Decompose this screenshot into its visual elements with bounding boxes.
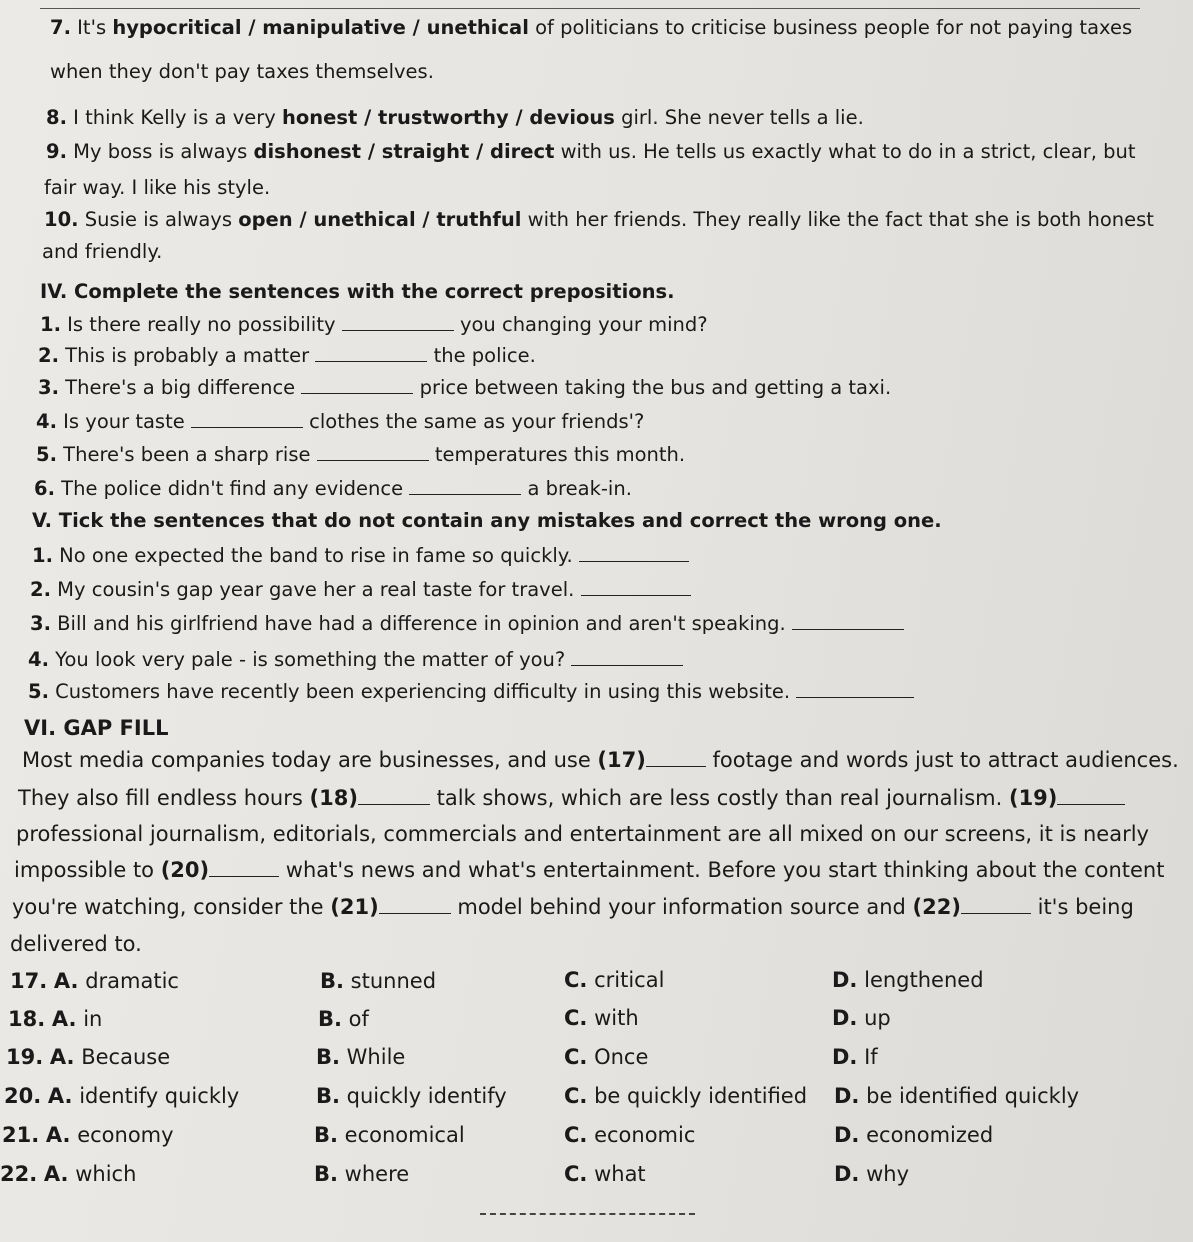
option-d[interactable]: D. be identified quickly bbox=[834, 1084, 1080, 1108]
answer-blank[interactable] bbox=[571, 649, 683, 666]
answer-blank[interactable] bbox=[409, 478, 521, 495]
gap-line-4: impossible to (20) what's news and what's entertainment. Before you start thinking about the content bbox=[14, 858, 1165, 882]
option-b[interactable]: B. where bbox=[314, 1162, 410, 1186]
prep-item-3: 3. There's a big difference price between taking the bus and getting a taxi. bbox=[38, 376, 892, 399]
item-10-cont: and friendly. bbox=[42, 240, 163, 263]
option-c[interactable]: C. what bbox=[564, 1162, 646, 1186]
item-7-cont: when they don't pay taxes themselves. bbox=[50, 60, 434, 83]
option-d[interactable]: D. why bbox=[834, 1162, 910, 1186]
option-d[interactable]: D. lengthened bbox=[832, 968, 984, 992]
answer-blank[interactable] bbox=[315, 345, 427, 362]
answer-blank[interactable] bbox=[796, 681, 914, 698]
option-d[interactable]: D. If bbox=[832, 1045, 878, 1069]
item-7: 7. It's hypocritical / manipulative / unethical of politicians to criticise business people for not paying taxes bbox=[50, 16, 1133, 39]
answer-blank[interactable] bbox=[792, 613, 904, 630]
option-a[interactable]: 19. A. Because bbox=[6, 1045, 171, 1069]
option-b[interactable]: B. quickly identify bbox=[316, 1084, 507, 1108]
item-9: 9. My boss is always dishonest / straight / direct with us. He tells us exactly what to do in a strict, clear, but bbox=[46, 140, 1136, 163]
tick-item-1: 1. No one expected the band to rise in fame so quickly. bbox=[32, 544, 689, 568]
option-c[interactable]: C. economic bbox=[564, 1123, 696, 1147]
gap-line-1: Most media companies today are businesses, and use (17) footage and words just to attract audiences. bbox=[22, 748, 1179, 772]
gap-blank-17[interactable] bbox=[646, 750, 706, 767]
item-8: 8. I think Kelly is a very honest / trustworthy / devious girl. She never tells a lie. bbox=[46, 106, 864, 129]
prep-item-2: 2. This is probably a matter the police. bbox=[38, 344, 536, 367]
gap-blank-22[interactable] bbox=[961, 897, 1031, 914]
gap-blank-19[interactable] bbox=[1057, 788, 1125, 805]
item-10: 10. Susie is always open / unethical / truthful with her friends. They really like the fact that she is both honest bbox=[44, 208, 1154, 231]
option-a[interactable]: 21. A. economy bbox=[2, 1123, 174, 1147]
bottom-dashed-rule bbox=[480, 1213, 695, 1215]
answer-blank[interactable] bbox=[579, 545, 689, 562]
option-c[interactable]: C. critical bbox=[564, 968, 665, 992]
prep-item-5: 5. There's been a sharp rise temperatures this month. bbox=[36, 443, 686, 466]
top-rule bbox=[40, 8, 1140, 9]
item-9-cont: fair way. I like his style. bbox=[44, 176, 271, 199]
option-d[interactable]: D. up bbox=[832, 1006, 891, 1030]
gap-line-6: delivered to. bbox=[10, 932, 142, 956]
section-4-heading: IV. Complete the sentences with the correct prepositions. bbox=[40, 280, 675, 303]
option-b[interactable]: B. of bbox=[318, 1007, 369, 1031]
option-b[interactable]: B. stunned bbox=[320, 969, 437, 993]
answer-blank[interactable] bbox=[581, 579, 691, 596]
option-c[interactable]: C. be quickly identified bbox=[564, 1084, 808, 1108]
option-a[interactable]: 17. A. dramatic bbox=[10, 969, 179, 993]
answer-blank[interactable] bbox=[317, 444, 429, 461]
option-b[interactable]: B. While bbox=[316, 1045, 406, 1069]
gap-blank-20[interactable] bbox=[209, 860, 279, 877]
prep-item-1: 1. Is there really no possibility you changing your mind? bbox=[40, 313, 708, 336]
option-a[interactable]: 20. A. identify quickly bbox=[4, 1084, 240, 1108]
option-c[interactable]: C. Once bbox=[564, 1045, 649, 1069]
gap-line-5: you're watching, consider the (21) model behind your information source and (22) it's being bbox=[12, 895, 1134, 919]
answer-blank[interactable] bbox=[191, 411, 303, 428]
gap-blank-18[interactable] bbox=[358, 788, 430, 805]
option-b[interactable]: B. economical bbox=[314, 1123, 465, 1147]
tick-item-3: 3. Bill and his girlfriend have had a difference in opinion and aren't speaking. bbox=[30, 612, 904, 636]
section-5-heading: V. Tick the sentences that do not contain any mistakes and correct the wrong one. bbox=[32, 509, 942, 532]
gap-blank-21[interactable] bbox=[379, 897, 451, 914]
tick-item-5: 5. Customers have recently been experiencing difficulty in using this website. bbox=[28, 680, 914, 704]
gap-line-3: professional journalism, editorials, commercials and entertainment are all mixed on our screens, it is nearly bbox=[16, 822, 1149, 846]
answer-blank[interactable] bbox=[301, 377, 413, 394]
gap-line-2: They also fill endless hours (18) talk shows, which are less costly than real journalism. (19) bbox=[18, 786, 1125, 810]
answer-blank[interactable] bbox=[342, 314, 454, 331]
prep-item-6: 6. The police didn't find any evidence a break-in. bbox=[34, 477, 632, 500]
option-d[interactable]: D. economized bbox=[834, 1123, 994, 1147]
section-6-heading: VI. GAP FILL bbox=[24, 716, 169, 740]
option-a[interactable]: 22. A. which bbox=[0, 1162, 137, 1186]
tick-item-4: 4. You look very pale - is something the matter of you? bbox=[28, 648, 683, 672]
prep-item-4: 4. Is your taste clothes the same as your friends'? bbox=[36, 410, 645, 433]
option-a[interactable]: 18. A. in bbox=[8, 1007, 103, 1031]
option-c[interactable]: C. with bbox=[564, 1006, 639, 1030]
tick-item-2: 2. My cousin's gap year gave her a real taste for travel. bbox=[30, 578, 691, 602]
